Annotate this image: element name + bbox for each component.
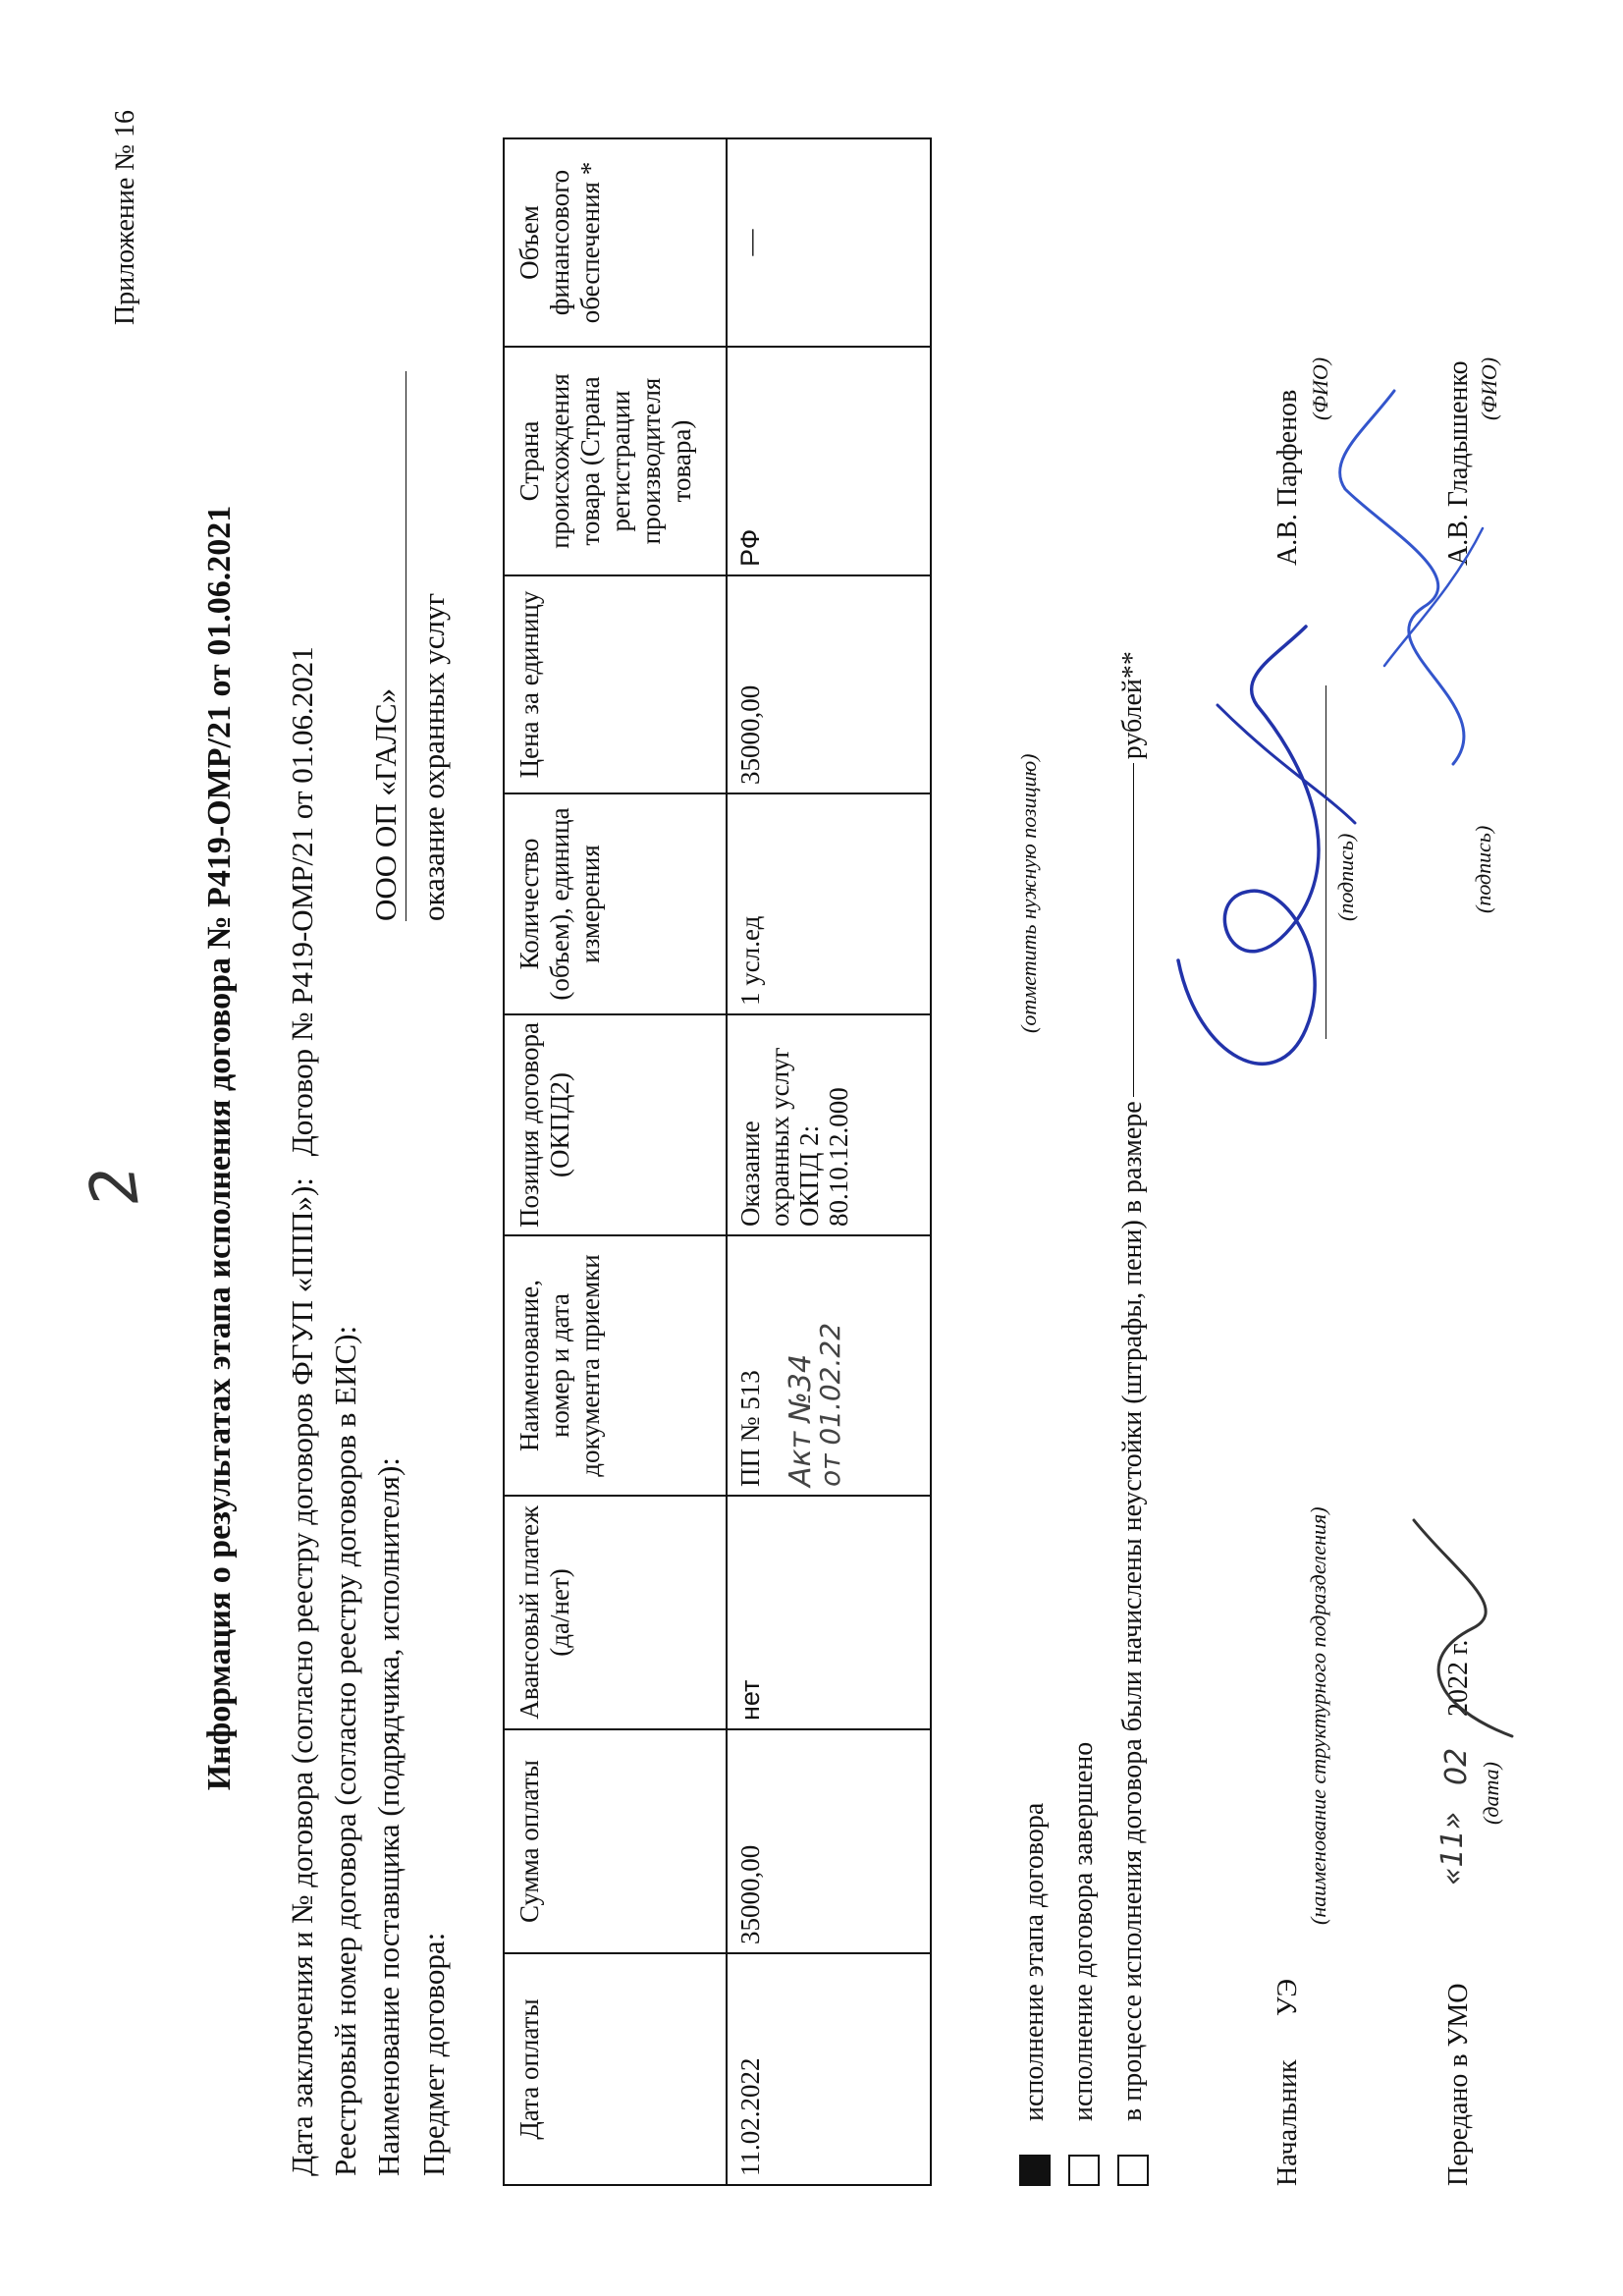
supplier-row <box>371 1457 406 2176</box>
header-advance: Авансовый платеж (да/нет) <box>504 1496 727 1729</box>
supplier-value: ООО ОП «ГАЛС» <box>368 371 406 921</box>
cell-unit-price: 35000,00 <box>727 575 931 793</box>
checkbox-hint: (отметить нужную позицию) <box>1016 753 1041 1033</box>
checkbox-penalty-label: в процессе исполнения договора были начислены неустойки (штрафы, пени) в размере <box>1117 1101 1148 2121</box>
cell-financial-security: — <box>727 138 931 347</box>
head-label: Начальник <box>1272 2059 1303 2186</box>
header-payment-date: Дата оплаты <box>504 1953 727 2185</box>
document-title: Информация о результатах этапа исполнения договора № Р419-ОМР/21 от 01.06.2021 <box>201 505 238 1791</box>
header-unit-price: Цена за единицу <box>504 575 727 793</box>
results-table <box>503 137 932 2186</box>
supplier-label: Наименование поставщика (подрядчика, исполнителя): <box>371 1457 406 2176</box>
document-number: ПП № 513 <box>735 1370 765 1487</box>
page-number-handwritten: 2 <box>76 1161 154 1211</box>
checkbox-stage-label: исполнение этапа договора <box>1019 1802 1050 2121</box>
registry-label: Реестровый номер договора (согласно реестру договоров в ЕИС): <box>328 1325 362 2176</box>
penalty-amount-line <box>1133 763 1134 1097</box>
checkbox-row-stage[interactable] <box>1019 1803 1051 2186</box>
document-handwritten-1: Акт №34 <box>784 1353 818 1487</box>
table-header-row <box>504 138 727 2185</box>
checkbox-completed[interactable] <box>1068 2155 1100 2186</box>
cell-document <box>727 1235 931 1496</box>
header-financial-security: Объем финансового обеспечения * <box>504 138 727 347</box>
date-signature-icon <box>1394 1501 1542 1746</box>
transfer-name: А.В. Гладышенко <box>1443 360 1474 566</box>
subject-row <box>416 1933 452 2176</box>
cell-payment-sum: 35000,00 <box>727 1729 931 1953</box>
contract-date-row <box>285 646 320 2176</box>
registry-row <box>328 1326 363 2176</box>
transfer-label: Передано в УМО <box>1443 1983 1474 2186</box>
cell-position: Оказание охранных услуг ОКПД 2: 80.10.12.000 <box>727 1014 931 1235</box>
subject-label: Предмет договора: <box>416 1932 451 2176</box>
header-country: Страна происхождения товара (Страна регистрации производителя товара) <box>504 347 727 575</box>
cell-country: РФ <box>727 347 931 575</box>
table-row <box>727 138 931 2185</box>
header-payment-sum: Сумма оплаты <box>504 1729 727 1953</box>
header-position: Позиция договора (ОКПД2) <box>504 1014 727 1235</box>
checkbox-stage[interactable] <box>1019 2155 1051 2186</box>
head-signature-hint: (подпись) <box>1333 833 1358 921</box>
document-handwritten-2: от 01.02.22 <box>814 1322 846 1487</box>
cell-advance: нет <box>727 1496 931 1729</box>
head-fio-hint: (ФИО) <box>1308 356 1332 420</box>
checkbox-row-penalty[interactable] <box>1117 651 1149 2186</box>
transfer-signature-hint: (подпись) <box>1471 825 1495 913</box>
header-quantity: Количество (объем), единица измерения <box>504 793 727 1014</box>
head-unit: УЭ <box>1272 1979 1303 2016</box>
unit-hint: (наименование структурного подразделения) <box>1306 1506 1330 1925</box>
contract-date-value: Договор № Р419-ОМР/21 от 01.06.2021 <box>285 646 319 1157</box>
checkbox-completed-label: исполнение договора завершено <box>1068 1741 1099 2121</box>
contract-date-label: Дата заключения и № договора (согласно реестру договоров ФГУП «ППП»): <box>285 1177 319 2176</box>
cell-payment-date: 11.02.2022 <box>727 1953 931 2185</box>
checkbox-penalty-suffix: рублей** <box>1117 651 1148 760</box>
transfer-date-month: 02 <box>1439 1747 1474 1785</box>
date-hint: (дата) <box>1479 1762 1503 1825</box>
transfer-signature-icon <box>1306 371 1522 784</box>
cell-quantity: 1 усл.ед <box>727 793 931 1014</box>
checkbox-penalty[interactable] <box>1117 2155 1149 2186</box>
appendix-label: Приложение № 16 <box>110 110 140 325</box>
subject-value: оказание охранных услуг <box>416 592 451 921</box>
head-name: А.В. Парфенов <box>1272 389 1303 566</box>
transfer-fio-hint: (ФИО) <box>1477 356 1501 420</box>
header-document: Наименование, номер и дата документа приемки <box>504 1235 727 1496</box>
transfer-date-year: 2022 г. <box>1443 1639 1474 1717</box>
checkbox-row-completed[interactable] <box>1068 1742 1100 2186</box>
transfer-date-day: «11» <box>1435 1811 1470 1886</box>
